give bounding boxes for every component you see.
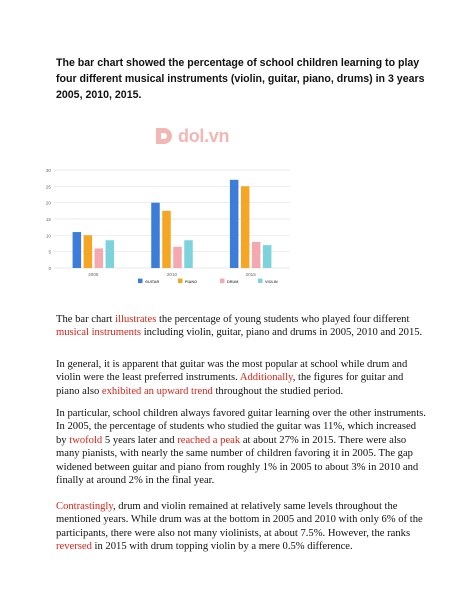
x-tick-label: 2005 (88, 272, 99, 277)
legend-swatch-violin (258, 279, 263, 284)
paragraph-text: , the figures for guitar and piano also (56, 372, 404, 397)
legend-swatch-guitar (138, 279, 143, 284)
paragraph-detail-guitar-piano (56, 407, 428, 487)
x-tick-label: 2010 (166, 272, 178, 277)
legend-swatch-drum (220, 279, 225, 284)
essay-heading: The bar chart showed the percentage of school children learning to play four different musical instruments (violin, guitar, piano, drums) in 3 years 2005, 2010, 2015. (56, 57, 425, 101)
x-axis-ticks (88, 272, 256, 277)
y-tick-label: 25 (45, 184, 51, 190)
dol-logo-icon (153, 125, 175, 147)
legend-label-drum: DRUM (227, 279, 239, 284)
paragraph-detail-drum-violin (56, 500, 428, 554)
paragraph-text: 5 years later and (102, 434, 178, 446)
highlighted-phrase: musical instruments (56, 327, 142, 339)
x-tick-label: 2015 (245, 272, 256, 277)
paragraph-text: at about 27% in 2015. There were also many pianists, with nearly the same number of children favoring it in 2005. The gap widened between guitar and piano from roughly 1% in 2005 to about 3% in 2010 and finally at around 2% in the final year. (56, 434, 419, 487)
paragraph-text: In particular, school children always favored guitar learning over the other instruments. In 2005, the percentage of students who studied the guitar was 11%, which increased by (56, 408, 426, 446)
bar-guitar-2015 (230, 180, 239, 268)
highlighted-phrase: twofold (69, 434, 103, 446)
bars (73, 180, 272, 268)
paragraph-text: throughout the studied period. (212, 385, 344, 397)
paragraph-text: The bar chart (56, 314, 116, 325)
y-tick-label: 20 (45, 200, 51, 206)
bar-piano-2010 (162, 211, 171, 268)
y-tick-label: 10 (45, 233, 51, 239)
highlighted-phrase: illustrates (115, 314, 157, 325)
y-tick-label: 5 (48, 249, 51, 255)
bar-violin-2015 (263, 245, 272, 268)
legend-label-piano: PIANO (185, 279, 198, 284)
bar-guitar-2010 (151, 203, 160, 268)
paragraph-text: in 2015 with drum topping violin by a mere 0.5% difference. (91, 541, 353, 553)
legend-label-guitar: GUITAR (145, 279, 160, 284)
highlighted-phrase: reached a peak (177, 434, 241, 446)
paragraph-intro (56, 313, 428, 340)
y-tick-label: 15 (45, 217, 51, 222)
legend-swatch-piano (178, 279, 183, 284)
highlighted-phrase: exhibited an upward trend (101, 385, 213, 397)
paragraph-text: In general, it is apparent that guitar was the most popular at school while drum and violin were the least preferred instruments. (56, 359, 408, 384)
paragraph-overview (56, 358, 428, 398)
legend (138, 279, 278, 284)
y-tick-label: 0 (48, 266, 51, 271)
bar-piano-2015 (241, 186, 250, 268)
legend-label-violin: VIOLIN (265, 279, 278, 284)
dol-logo (153, 124, 229, 148)
y-axis-ticks (46, 168, 52, 271)
bar-drum-2010 (173, 247, 182, 268)
paragraph-text: the percentage of young students who played four different (156, 314, 410, 325)
paragraph-text: , drum and violin remained at relatively same levels throughout the mentioned years. While drum was at the bottom in 2005 and 2010 with only 6% of the participants, there were also not many violinists, at about 7.5%. However, the ranks (56, 501, 423, 539)
bar-drum-2005 (95, 248, 104, 268)
bar-drum-2015 (252, 242, 261, 268)
bar-violin-2005 (106, 240, 115, 268)
highlighted-phrase: reversed (56, 541, 92, 553)
highlighted-phrase: Contrastingly (56, 501, 113, 512)
bar-guitar-2005 (73, 232, 82, 268)
bar-piano-2005 (84, 235, 93, 268)
paragraph-text: including violin, guitar, piano and drums in 2005, 2010 and 2015. (141, 327, 423, 339)
highlighted-phrase: Additionally (239, 372, 293, 384)
bar-violin-2010 (184, 240, 193, 268)
y-tick-label: 30 (45, 168, 51, 173)
bar-chart (40, 158, 300, 294)
logo-text: dol.vn (178, 125, 230, 146)
